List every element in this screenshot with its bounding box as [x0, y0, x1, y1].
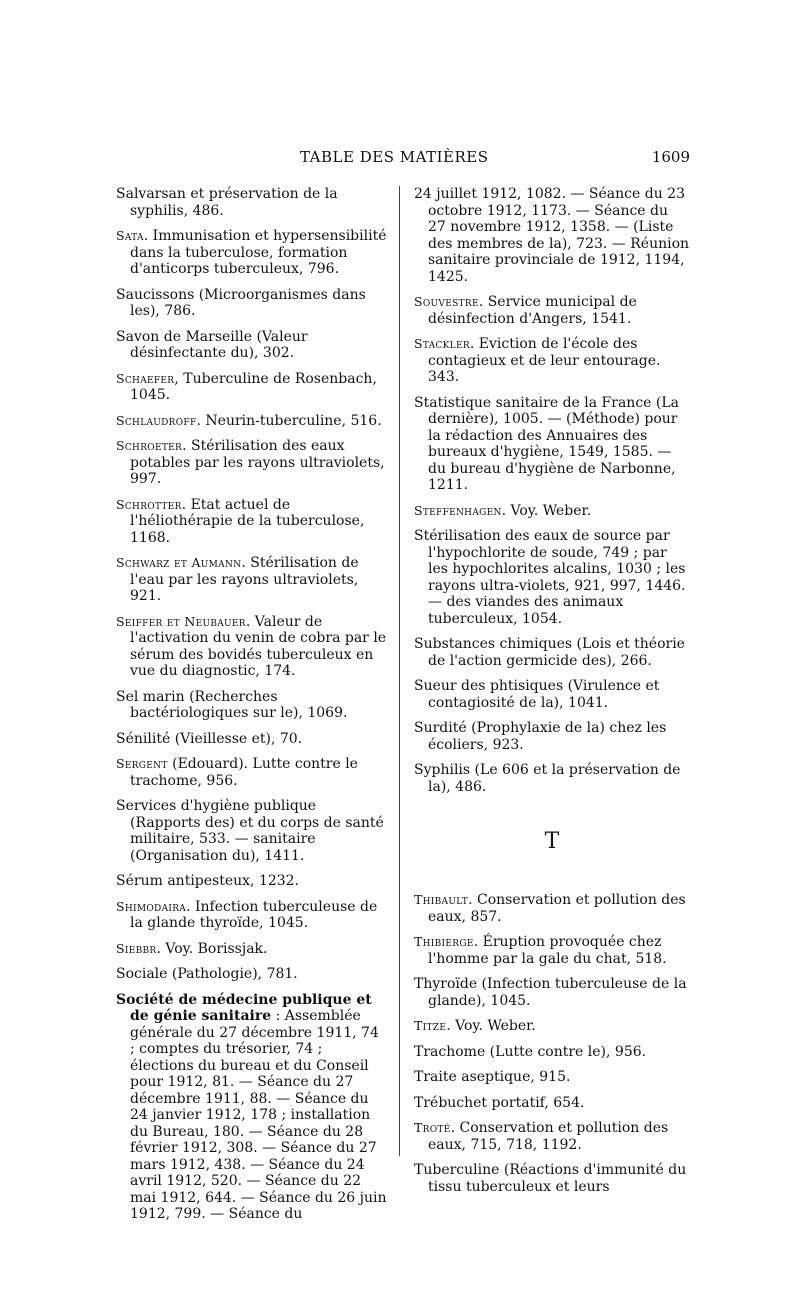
- entry-heading: Substances: [414, 636, 496, 652]
- index-group-s-continued: [414, 186, 690, 795]
- entry-heading: Titze: [414, 1018, 447, 1033]
- page-header: [300, 148, 690, 170]
- running-title: TABLE DES MATIÈRES: [300, 148, 489, 166]
- entry-heading: Saucissons: [116, 286, 195, 303]
- entry-text: des phtisiques (Virulence et contagiosité de la), 1041.: [428, 678, 660, 711]
- entry-text: . Voy. Weber.: [446, 1018, 536, 1034]
- entry-text: (Réactions d'immunité du tissu tuberculeux et leurs: [428, 1162, 687, 1195]
- index-entry: [414, 1120, 690, 1153]
- index-entry: [116, 497, 388, 547]
- entry-heading: Services: [116, 798, 177, 814]
- index-entry: [116, 992, 388, 1223]
- index-entry: [116, 731, 388, 748]
- entry-heading: Siebbr: [116, 940, 157, 956]
- entry-text: (Edouard). Lutte contre le trachome, 956.: [130, 756, 358, 789]
- entry-text: . Etat actuel de l'héliothérapie de la tuberculose, 1168.: [130, 496, 365, 546]
- entry-text: sanitaire de la France (La dernière), 1005. — (Méthode) pour la rédaction des Annuaires des bureaux d'hygiène, 1549, 1585. — du bureau d'hygiène de Narbonne, 1211.: [428, 394, 679, 493]
- index-entry: [414, 1162, 690, 1195]
- index-entry: [414, 395, 690, 494]
- index-entry: [116, 873, 388, 890]
- section-letter: T: [544, 829, 560, 854]
- entry-text: 24 juillet 1912, 1082. — Séance du 23 octobre 1912, 1173. — Séance du 27 novembre 1912, 1358. — (Liste des membres de la), 723. — Réunion sanitaire provinciale de 1912, 1194, 1425.: [414, 186, 690, 285]
- index-entry: [116, 756, 388, 789]
- entry-heading: Trachome: [414, 1043, 486, 1060]
- index-entry: [116, 966, 388, 983]
- entry-text: marin (Recherches bactériologiques sur le), 1069.: [130, 688, 348, 721]
- index-entry: [414, 186, 690, 285]
- index-entry: [116, 438, 388, 488]
- index-entry: [414, 720, 690, 753]
- entry-text: chimiques (Lois et théorie de l'action germicide des), 266.: [428, 636, 685, 669]
- entry-heading: Syphilis: [414, 762, 471, 778]
- entry-heading: Schlaudroff: [116, 412, 197, 428]
- entry-heading: Statistique: [414, 394, 492, 411]
- page-number: 1609: [651, 148, 690, 166]
- entry-heading: Stérilisation: [414, 528, 501, 544]
- index-column-left: [116, 186, 388, 1232]
- entry-text: portatif, 654.: [487, 1094, 585, 1111]
- entry-text: d'hygiène publique (Rapports des) et du corps de santé militaire, 533. — sanitaire (Organisation du), 1411.: [130, 798, 384, 864]
- index-column-right: [414, 186, 690, 1204]
- index-entry: [116, 413, 388, 430]
- entry-text: . Neurin-tuberculine, 516.: [196, 412, 382, 429]
- entry-text: . Éruption provoquée chez l'homme par la gale du chat, 518.: [428, 934, 667, 967]
- entry-heading: Sergent: [116, 756, 168, 771]
- index-entry: [116, 555, 388, 605]
- entry-text: (Infection tuberculeuse de la glande), 1045.: [428, 976, 687, 1009]
- entry-text: . Eviction de l'école des contagieux et de leur entourage. 343.: [428, 336, 661, 385]
- entry-text: (Lutte contre le), 956.: [485, 1043, 647, 1060]
- entry-text: , Tuberculine de Rosenbach, 1045.: [130, 370, 377, 403]
- entry-text: (Prophylaxie de la) chez les écoliers, 923.: [428, 720, 667, 753]
- index-entry: [414, 934, 690, 967]
- entry-heading: Sueur: [414, 678, 457, 694]
- entry-heading: Trébuchet: [414, 1094, 488, 1111]
- index-entry: [116, 798, 388, 864]
- index-entry: [414, 1069, 690, 1086]
- entry-heading: Schwarz et Aumann: [116, 555, 242, 570]
- entry-heading: Seiffer et Neubauer: [116, 613, 246, 629]
- entry-heading: Sel: [116, 688, 139, 705]
- index-entry: [116, 689, 388, 722]
- entry-heading: Thyroïde: [414, 976, 478, 992]
- entry-text: . Stérilisation des eaux potables par les rayons ultraviolets, 997.: [130, 438, 385, 487]
- index-entry: [414, 294, 690, 327]
- entry-heading: Thibierge: [414, 934, 474, 949]
- index-entry: [116, 371, 388, 404]
- index-entry: [414, 976, 690, 1009]
- entry-heading: Salvarsan: [116, 186, 186, 202]
- index-entry: [414, 762, 690, 795]
- entry-heading: Société de médecine publique et de génie sanitaire: [116, 991, 372, 1024]
- entry-heading: Sénilité: [116, 730, 171, 747]
- entry-text: . Stérilisation de l'eau par les rayons ultraviolets, 921.: [130, 555, 359, 604]
- index-entry: [116, 614, 388, 680]
- entry-text: . Voy. Borissjak.: [156, 940, 268, 957]
- entry-heading: Steffenhagen: [414, 502, 502, 518]
- entry-text: (Le 606 et la préservation de la), 486.: [428, 762, 681, 795]
- entry-text: . Conservation et pollution des eaux, 857.: [428, 892, 686, 925]
- index-entry: [414, 892, 690, 925]
- entry-text: (Microorganismes dans les), 786.: [130, 286, 366, 319]
- entry-heading: Sata: [116, 228, 144, 243]
- index-entry: [414, 503, 690, 520]
- entry-text: . Immunisation et hypersensibilité dans la tuberculose, formation d'anticorps tuberculeux, 796.: [130, 228, 387, 277]
- entry-heading: Sérum: [116, 873, 163, 889]
- entry-text: antipesteux, 1232.: [162, 873, 300, 889]
- index-entry: [116, 329, 388, 362]
- entry-text: et préservation de la syphilis, 486.: [130, 186, 338, 219]
- column-divider: [399, 186, 400, 1156]
- entry-heading: Thibault: [414, 892, 469, 907]
- index-entry: [414, 528, 690, 627]
- index-group-t: [414, 892, 690, 1195]
- index-entry: [414, 1018, 690, 1035]
- entry-heading: Schroeter: [116, 438, 183, 453]
- entry-text: : Assemblée générale du 27 décembre 1911, 74 ; comptes du trésorier, 74 ; élections du bureau et du Conseil pour 1912, 81. — Séance du 27 décembre 1911, 88. — Séance du 24 janvier 1912, 178 ; installation du Bureau, 180. — Séance du 28 février 1912, 308. — Séance du 27 mars 1912, 438. — Séance du 24 avril 1912, 520. — Séance du 22 mai 1912, 644. — Séance du 26 juin 1912, 799. — Séance du: [130, 1008, 387, 1222]
- entry-heading: Troté: [414, 1120, 451, 1135]
- entry-text: (Pathologie), 781.: [167, 966, 298, 982]
- index-entry: [414, 1095, 690, 1112]
- entry-text: aseptique, 915.: [456, 1069, 571, 1085]
- index-entry: [414, 1044, 690, 1061]
- entry-heading: Stackler: [414, 336, 470, 351]
- entry-heading: Shimodaira: [116, 898, 187, 914]
- index-entry: [116, 228, 388, 278]
- entry-heading: Surdité: [414, 720, 467, 736]
- entry-text: . Valeur de l'activation du venin de cobra par le sérum des bovidés tuberculeux en vue du diagnostic, 174.: [130, 613, 387, 679]
- entry-heading: Savon: [116, 328, 160, 345]
- entry-text: . Conservation et pollution des eaux, 715, 718, 1192.: [428, 1120, 669, 1153]
- entry-heading: Souvestre: [414, 294, 479, 309]
- entry-text: . Voy. Weber.: [501, 502, 592, 519]
- entry-heading: Schrotter: [116, 496, 182, 512]
- index-entry: [414, 336, 690, 386]
- index-entry: [414, 636, 690, 669]
- entry-heading: Traite: [414, 1069, 457, 1085]
- index-entry: [116, 941, 388, 958]
- entry-text: des eaux de source par l'hypochlorite de soude, 749 ; par les hypochlorites alcalins, 1030 ; les rayons ultra-violets, 921, 997, 1446. — des viandes des animaux tuberculeux, 1054.: [428, 528, 686, 627]
- entry-text: . Service municipal de désinfection d'Angers, 1541.: [428, 294, 637, 327]
- entry-text: . Infection tuberculeuse de la glande thyroïde, 1045.: [130, 898, 378, 931]
- entry-heading: Tuberculine: [414, 1162, 500, 1178]
- index-entry: [116, 287, 388, 320]
- index-entry: [414, 678, 690, 711]
- index-entry: [116, 899, 388, 932]
- entry-heading: Schaefer: [116, 370, 175, 386]
- index-entry: [116, 186, 388, 219]
- entry-heading: Sociale: [116, 966, 168, 982]
- entry-text: de Marseille (Valeur désinfectante du), 302.: [130, 328, 308, 361]
- entry-text: (Vieillesse et), 70.: [170, 730, 303, 747]
